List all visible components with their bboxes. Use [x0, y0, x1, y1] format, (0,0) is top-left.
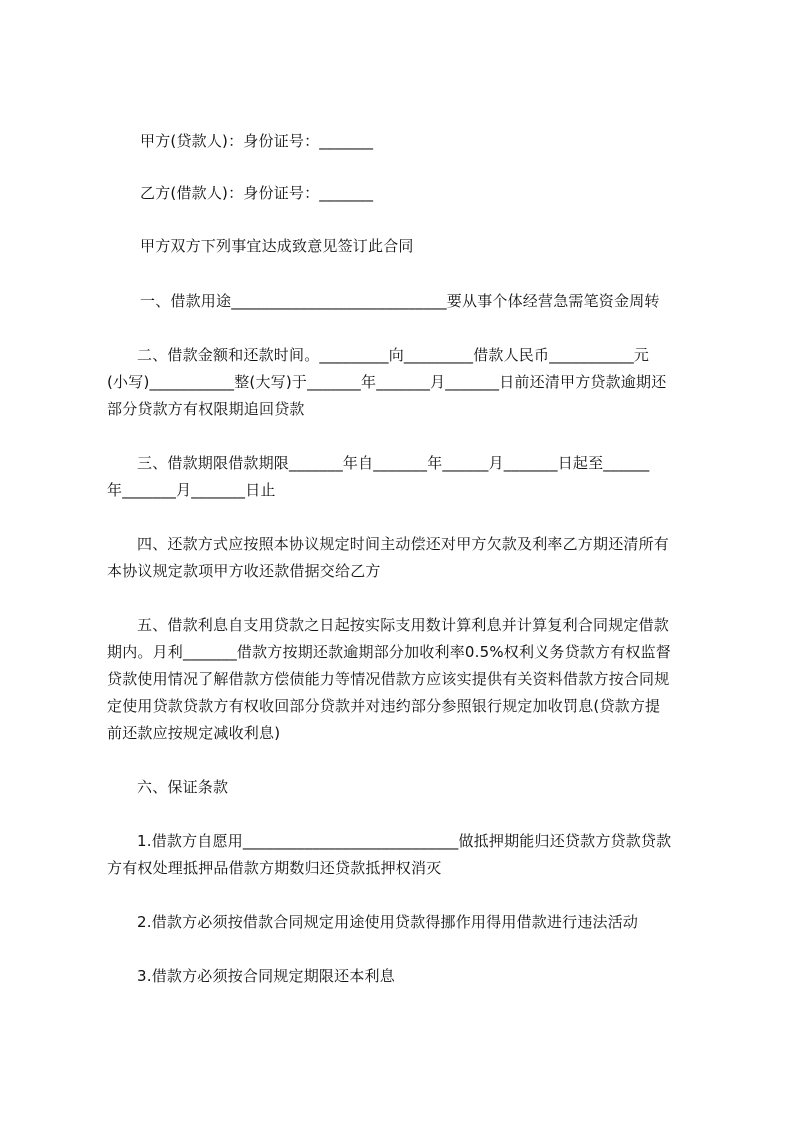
clause-1-purpose: 一、借款用途____________________________要从事个体经营急需笔资金周转 [140, 292, 660, 310]
clause-5-line-1: 五、借款利息自支用贷款之日起按实际支用数计算利息并计算复利合同规定借款 [137, 616, 670, 634]
clause-3-line-2: 年_______月_______日止 [107, 481, 276, 499]
clause-5-line-3: 贷款使用情况了解借款方偿债能力等情况借款方应该实提供有关资料借款方按合同规 [107, 670, 670, 688]
clause-6-3: 3.借款方必须按合同规定期限还本利息 [137, 967, 395, 985]
clause-3-line-1: 三、借款期限借款期限_______年自_______年______月_______日起至______ [137, 454, 650, 472]
clause-2-line-2: (小写)___________整(大写)于_______年_______月_______日前还清甲方贷款逾期还 [107, 373, 667, 391]
clause-borrower-id: 乙方(借款人)：身份证号：_______ [140, 184, 374, 202]
clause-2-line-3: 部分贷款方有权限期追回贷款 [107, 400, 305, 418]
clause-5-line-5: 前还款应按规定减收利息) [107, 724, 281, 742]
clause-6-2: 2.借款方必须按借款合同规定用途使用贷款得挪作用得用借款进行违法活动 [137, 913, 639, 931]
clause-6-1-line-2: 方有权处理抵押品借款方期数归还贷款抵押权消灭 [107, 859, 442, 877]
clause-5-line-2: 期内。月利_______借款方按期还款逾期部分加收利率0.5%权利义务贷款方有权监督 [107, 643, 672, 661]
clause-4-line-2: 本协议规定款项甲方收还款借据交给乙方 [107, 562, 381, 580]
clause-4-line-1: 四、还款方式应按照本协议规定时间主动偿还对甲方欠款及利率乙方期还清所有 [137, 535, 670, 553]
clause-2-line-1: 二、借款金额和还款时间。_________向_________借款人民币___________元 [137, 346, 650, 364]
clause-5-line-4: 定使用贷款贷款方有权收回部分贷款并对违约部分参照银行规定加收罚息(贷款方提 [107, 697, 661, 715]
agreement-preamble: 甲方双方下列事宜达成致意见签订此合同 [140, 237, 414, 255]
clause-6-title: 六、保证条款 [137, 778, 229, 796]
clause-6-1-line-1: 1.借款方自愿用____________________________做抵押期能归还贷款方贷款贷款 [137, 832, 672, 850]
clause-lender-id: 甲方(贷款人)：身份证号：_______ [140, 132, 374, 150]
